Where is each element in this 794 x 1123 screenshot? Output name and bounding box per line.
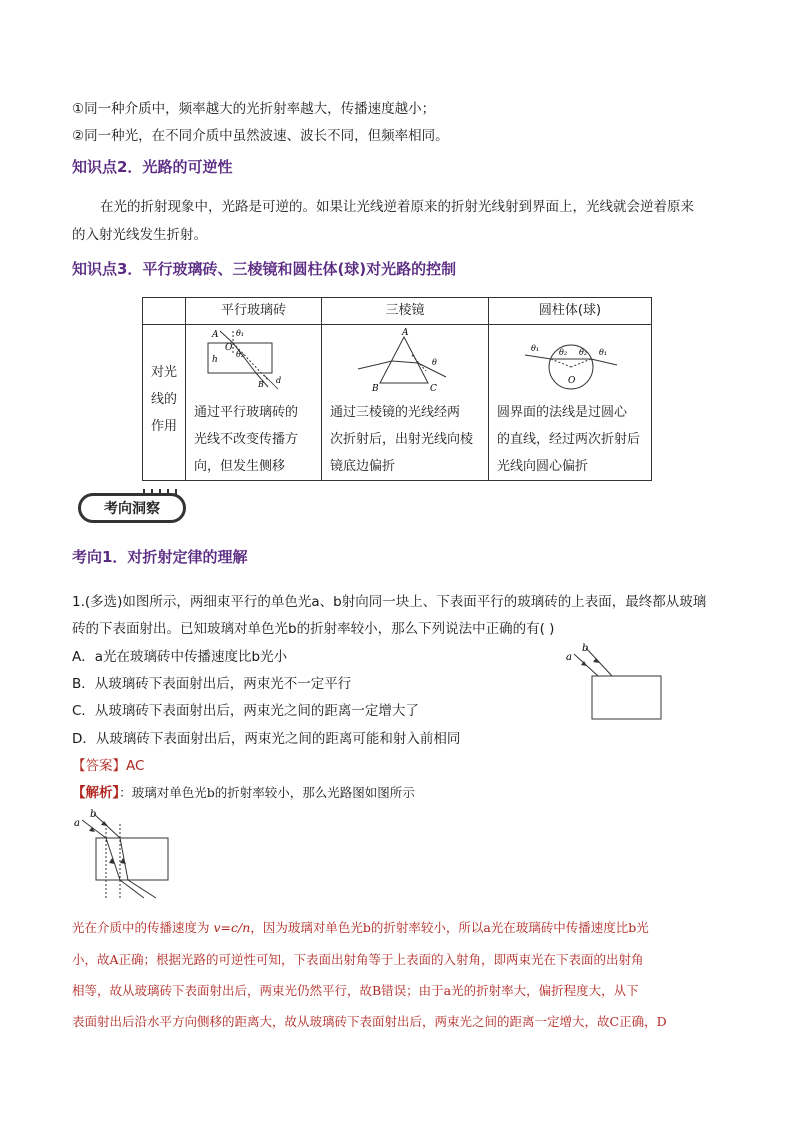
topic1-heading: 考向1．对折射定律的理解 [72, 548, 248, 566]
table-header-cylinder: 圆柱体(球) [489, 298, 652, 325]
slab-label-h: h [212, 355, 218, 365]
slab-text-line-3: 向，但发生侧移 [194, 459, 286, 474]
prism-label-a: A [402, 328, 409, 338]
prism-label-b: B [372, 384, 379, 394]
cyl-label-theta1-a: θ₁ [531, 344, 540, 353]
cylinder-text-line-1: 圆界面的法线是过圆心 [497, 405, 628, 420]
option-c: C．从玻璃砖下表面射出后，两束光之间的距离一定增大了 [72, 703, 419, 719]
slab-label-a: A [212, 330, 219, 340]
analysis-row [72, 781, 415, 801]
row-label-line-1: 对光 [150, 365, 177, 380]
badge-label: 考向洞察 [104, 501, 160, 517]
analysis-figure [68, 806, 178, 906]
table-corner [143, 298, 186, 325]
table-header-slab: 平行玻璃砖 [186, 298, 322, 325]
slab-label-theta2: θ₂ [236, 350, 245, 359]
kp3-heading: 知识点3．平行玻璃砖、三棱镜和圆柱体(球)对光路的控制 [72, 260, 457, 278]
analysis-line-3: 相等，故从玻璃砖下表面射出后，两束光仍然平行，故B错误；由于a光的折射率大，偏折程度大，从下 [72, 983, 639, 998]
slab-diagram [186, 325, 321, 395]
slab-label-b: B [258, 380, 264, 389]
slab-text-line-1: 通过平行玻璃砖的 [194, 405, 299, 420]
option-d: D．从玻璃砖下表面射出后，两束光之间的距离可能和射入前相同 [72, 731, 461, 747]
question-figure [560, 640, 670, 725]
question-fig-label-a: a [566, 652, 572, 663]
slab-label-theta1: θ₁ [236, 329, 245, 338]
intro-line-2: ②同一种光，在不同介质中虽然波速、波长不同，但频率相同。 [72, 128, 449, 144]
cylinder-text-line-3: 光线向圆心偏折 [497, 459, 589, 474]
prism-text-line-3: 镜底边偏折 [330, 459, 396, 474]
slab-label-d: d [276, 376, 282, 385]
answer-label: 【答案】 [72, 758, 126, 774]
analysis-line-4: 表面射出后沿水平方向侧移的距离大，故从玻璃砖下表面射出后，两束光之间的距离一定增大，故C正确，D [72, 1014, 667, 1029]
prism-diagram [322, 325, 488, 395]
analysis-fig-label-b: b [90, 809, 97, 820]
option-b: B．从玻璃砖下表面射出后，两束光不一定平行 [72, 676, 352, 692]
prism-text-line-2: 次折射后，出射光线向棱 [330, 432, 474, 447]
analysis-label: 【解析】 [72, 785, 120, 801]
cylinder-text-line-2: 的直线，经过两次折射后 [497, 432, 641, 447]
section-badge [78, 487, 190, 527]
answer-row [72, 754, 144, 774]
table-cell-prism [322, 325, 489, 481]
slab-label-o: O [225, 343, 233, 353]
cylinder-diagram [489, 325, 651, 395]
kp2-para-line-2: 的入射光线发生折射。 [72, 227, 207, 243]
analysis-fig-label-a: a [74, 818, 80, 829]
optics-control-table [142, 297, 652, 481]
speed-formula: v=c/n [213, 920, 251, 935]
prism-label-c: C [430, 384, 437, 394]
slab-text-line-2: 光线不改变传播方 [194, 432, 299, 447]
analysis-intro: ：玻璃对单色光b的折射率较小，那么光路图如图所示 [119, 785, 415, 800]
option-a: A．a光在玻璃砖中传播速度比b光小 [72, 649, 288, 665]
table-header-prism: 三棱镜 [322, 298, 489, 325]
analysis-line-1-pre: 光在介质中的传播速度为 [72, 920, 210, 935]
prism-text-line-1: 通过三棱镜的光线经两 [330, 405, 461, 420]
intro-line-1: ①同一种介质中，频率越大的光折射率越大，传播速度越小； [72, 101, 436, 117]
table-row-label [143, 325, 186, 481]
kp2-para-line-1: 在光的折射现象中，光路是可逆的。如果让光线逆着原来的折射光线射到界面上，光线就会逆着原来 [100, 199, 694, 215]
cyl-label-o: O [568, 376, 576, 386]
question-fig-label-b: b [582, 643, 589, 654]
row-label-line-3: 作用 [150, 419, 177, 434]
table-cell-cylinder [489, 325, 652, 481]
cyl-label-theta1-b: θ₁ [599, 348, 608, 357]
cyl-label-theta2-a: θ₂ [559, 348, 568, 357]
prism-label-theta: θ [432, 358, 437, 367]
analysis-line-2: 小，故A正确；根据光路的可逆性可知，下表面出射角等于上表面的入射角，即两束光在下表面的出射角 [72, 952, 644, 967]
analysis-line-1 [72, 918, 649, 936]
question-line-2: 砖的下表面射出。已知玻璃对单色光b的折射率较小，那么下列说法中正确的有( ) [72, 621, 555, 637]
kp2-heading: 知识点2．光路的可逆性 [72, 158, 233, 176]
analysis-line-1-post: ，因为玻璃对单色光b的折射率较小，所以a光在玻璃砖中传播速度比b光 [250, 920, 649, 935]
question-line-1: 1.(多选)如图所示，两细束平行的单色光a、b射向同一块上、下表面平行的玻璃砖的上表面，最终都从玻璃 [72, 594, 707, 610]
answer-value: AC [126, 758, 145, 774]
cyl-label-theta2-b: θ₂ [579, 348, 588, 357]
row-label-line-2: 线的 [150, 392, 177, 407]
table-cell-slab [186, 325, 322, 481]
